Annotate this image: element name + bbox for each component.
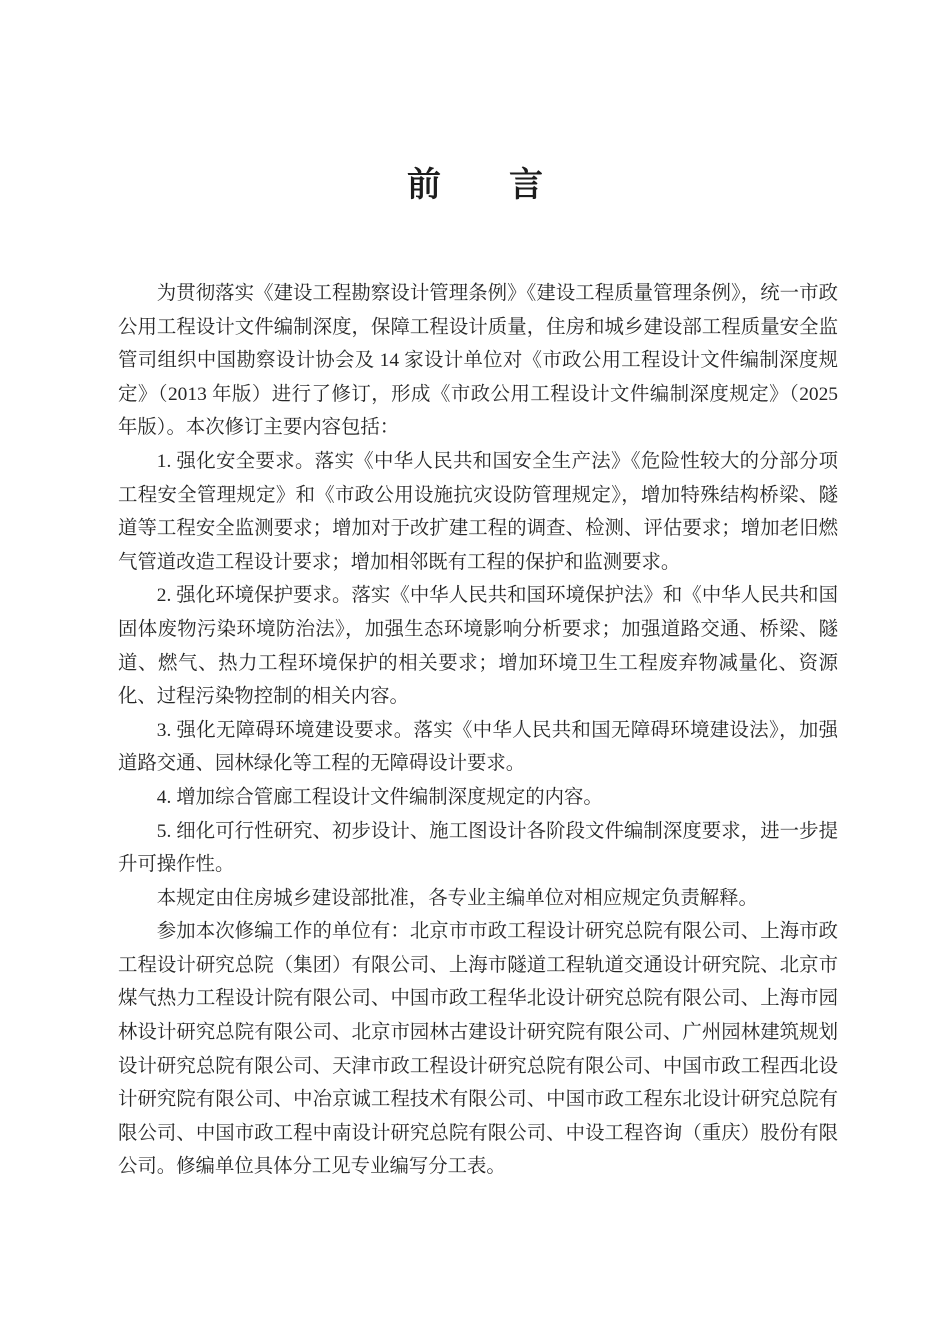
preface-paragraph-participants: 参加本次修编工作的单位有：北京市市政工程设计研究总院有限公司、上海市政工程设计研究总院（集团）有限公司、上海市隧道工程轨道交通设计研究院、北京市煤气热力工程设计院有限公司、中国市政工程华北设计研究总院有限公司、上海市园林设计研究总院有限公司、北京市园林古建设计研究院有限公司、广州园林建筑规划设计研究总院有限公司、天津市政工程设计研究总院有限公司、中国市政工程西北设计研究院有限公司、中冶京诚工程技术有限公司、中国市政工程东北设计研究总院有限公司、中国市政工程中南设计研究总院有限公司、中设工程咨询（重庆）股份有限公司。修编单位具体分工见专业编写分工表。 (118, 921, 838, 1178)
preface-content (118, 277, 838, 1184)
page-title: 前 言 (407, 167, 543, 204)
preface-paragraph-approval: 本规定由住房城乡建设部批准，各专业主编单位对相应规定负责解释。 (156, 887, 758, 909)
preface-paragraph-item-4: 4. 增加综合管廊工程设计文件编制深度规定的内容。 (156, 786, 603, 808)
preface-paragraph-intro: 为贯彻落实《建设工程勘察设计管理条例》《建设工程质量管理条例》，统一市政公用工程设计文件编制深度，保障工程设计质量，住房和城乡建设部工程质量安全监管司组织中国勘察设计协会及 14 家设计单位对《市政公用工程设计文件编制深度规定》（2013 年版）进行了修订，形成《市政公用工程设计文件编制深度规定》（2025 年版）。本次修订主要内容包括： (118, 283, 838, 439)
preface-paragraph-item-1: 1. 强化安全要求。落实《中华人民共和国安全生产法》《危险性较大的分部分项工程安全管理规定》和《市政公用设施抗灾设防管理规定》，增加特殊结构桥梁、隧道等工程安全监测要求；增加对于改扩建工程的调查、检测、评估要求；增加老旧燃气管道改造工程设计要求；增加相邻既有工程的保护和监测要求。 (118, 450, 838, 573)
preface-paragraph-item-2: 2. 强化环境保护要求。落实《中华人民共和国环境保护法》和《中华人民共和国固体废物污染环境防治法》，加强生态环境影响分析要求；加强道路交通、桥梁、隧道、燃气、热力工程环境保护的相关要求；增加环境卫生工程废弃物减量化、资源化、过程污染物控制的相关内容。 (118, 585, 838, 708)
preface-paragraph-item-5: 5. 细化可行性研究、初步设计、施工图设计各阶段文件编制深度要求，进一步提升可操作性。 (118, 820, 838, 876)
preface-paragraph-item-3: 3. 强化无障碍环境建设要求。落实《中华人民共和国无障碍环境建设法》，加强道路交通、园林绿化等工程的无障碍设计要求。 (118, 719, 838, 775)
